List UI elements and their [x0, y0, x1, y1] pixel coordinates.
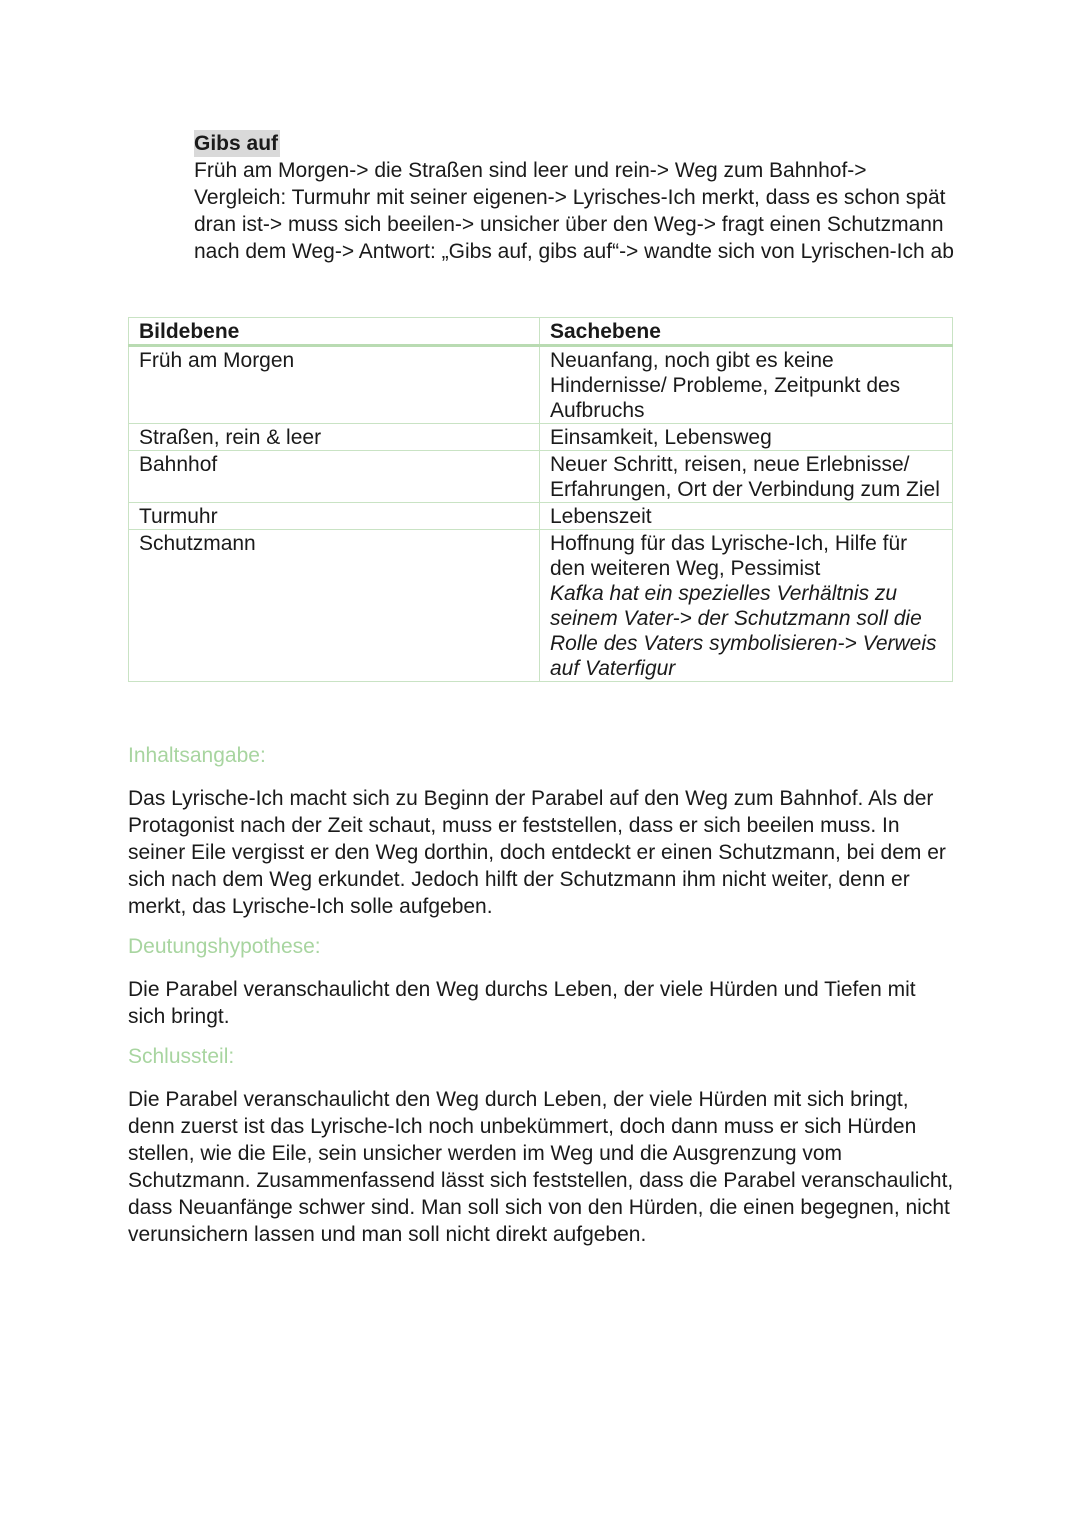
schlussteil-text: Die Parabel veranschaulicht den Weg durch Leben, der viele Hürden mit sich bringt, denn zuerst ist das Lyrische-Ich noch unbekümmert, doch dann muss er sich Hürden stellen, wie die Eile, sein unsicher werden im Weg und die Ausgrenzung vom Schutzmann. Zusammenfassend lässt sich feststellen, dass die Parabel veranschaulicht, dass Neuanfänge schwer sind. Man soll sich von den Hürden, die einen begegnen, nicht verunsichern lassen und man soll nicht direkt aufgeben.: [128, 1088, 954, 1246]
sache-text: Hoffnung für das Lyrische-Ich, Hilfe für den weiteren Weg, Pessimist: [550, 532, 908, 580]
bild-cell: Turmuhr: [129, 503, 540, 530]
intro-block: [194, 130, 964, 265]
sache-note: Kafka hat ein spezielles Verhältnis zu seinem Vater-> der Schutzmann soll die Rolle des Vaters symbolisieren-> Verweis auf Vaterfigur: [550, 582, 937, 680]
inhaltsangabe-heading: Inhaltsangabe:: [128, 744, 266, 767]
bild-cell: Schutzmann: [129, 530, 540, 682]
table-row: [129, 503, 953, 530]
bild-cell: Früh am Morgen: [129, 346, 540, 424]
intro-summary: Früh am Morgen-> die Straßen sind leer und rein-> Weg zum Bahnhof-> Vergleich: Turmuhr mit seiner eigenen-> Lyrisches-Ich merkt, dass es schon spät dran ist-> muss sich beeilen-> unsicher über den Weg-> fragt einen Schutzmann nach dem Weg-> Antwort: „Gibs auf, gibs auf“-> wandte sich von Lyrischen-Ich ab: [194, 159, 954, 263]
table-row: [129, 424, 953, 451]
bild-sache-table: [128, 317, 953, 682]
schlussteil-heading: Schlussteil:: [128, 1045, 235, 1068]
document-title: Gibs auf: [194, 132, 279, 155]
sache-cell: Lebenszeit: [540, 503, 953, 530]
sache-cell: Neuer Schritt, reisen, neue Erlebnisse/ Erfahrungen, Ort der Verbindung zum Ziel: [540, 451, 953, 503]
sache-cell: [540, 530, 953, 682]
bild-cell: Straßen, rein & leer: [129, 424, 540, 451]
bild-cell: Bahnhof: [129, 451, 540, 503]
inhaltsangabe-text: Das Lyrische-Ich macht sich zu Beginn der Parabel auf den Weg zum Bahnhof. Als der Protagonist nach der Zeit schaut, muss er feststellen, dass er sich beeilen muss. In seiner Eile vergisst er den Weg dorthin, doch entdeckt er einen Schutzmann, bei dem er sich nach dem Weg erkundet. Jedoch hilft der Schutzmann ihm nicht weiter, denn er merkt, das Lyrische-Ich solle aufgeben.: [128, 787, 946, 918]
deutungshypothese-heading: Deutungshypothese:: [128, 935, 321, 958]
header-bildebene: Bildebene: [129, 318, 540, 346]
table-row: [129, 451, 953, 503]
table-row: [129, 530, 953, 682]
table-header-row: [129, 318, 953, 346]
deutungshypothese-text: Die Parabel veranschaulicht den Weg durchs Leben, der viele Hürden und Tiefen mit sich bringt.: [128, 978, 916, 1028]
sache-cell: Einsamkeit, Lebensweg: [540, 424, 953, 451]
table-row: [129, 346, 953, 424]
header-sachebene: Sachebene: [540, 318, 953, 346]
sache-cell: Neuanfang, noch gibt es keine Hindernisse/ Probleme, Zeitpunkt des Aufbruchs: [540, 346, 953, 424]
